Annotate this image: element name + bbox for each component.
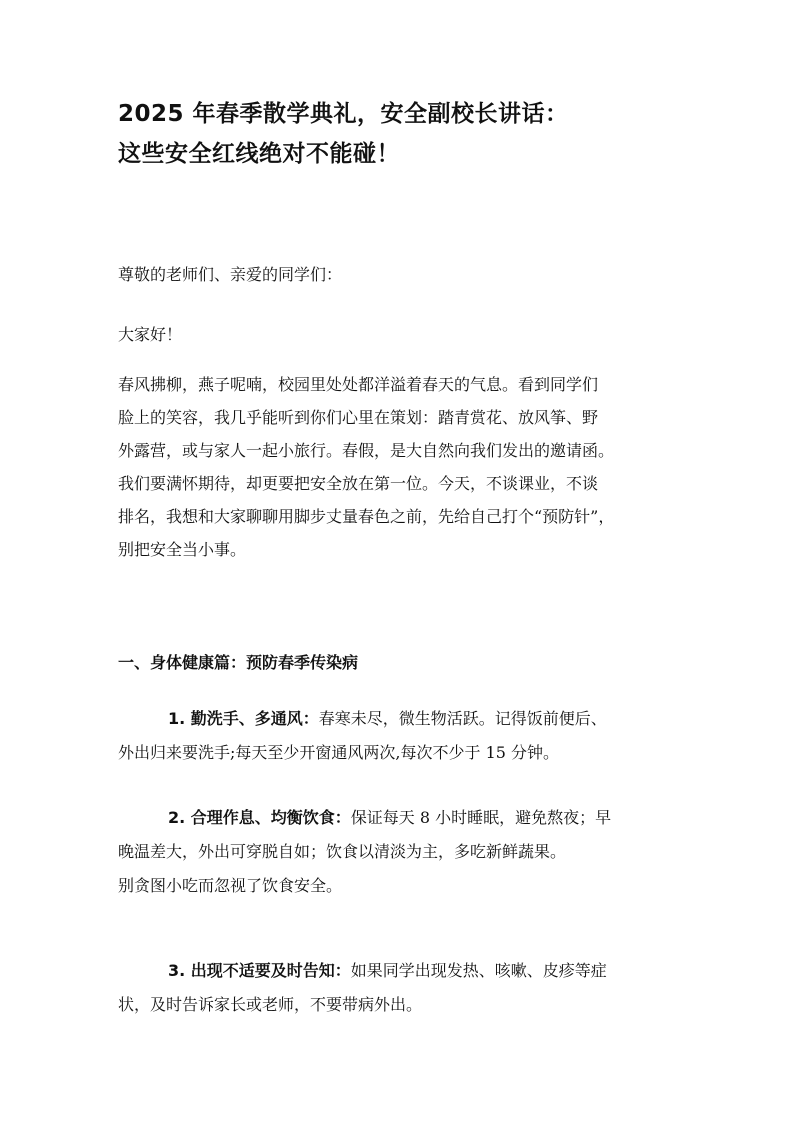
item-text: 春寒未尽，微生物活跃。记得饭前便后、 bbox=[318, 709, 607, 728]
list-item bbox=[118, 702, 678, 770]
intro-line: 排名，我想和大家聊聊用脚步丈量春色之前，先给自己打个“预防针”， bbox=[118, 507, 615, 526]
title-line-1: 2025 年春季散学典礼，安全副校长讲话： bbox=[118, 101, 569, 127]
intro-line: 脸上的笑容，我几乎能听到你们心里在策划：踏青赏花、放风筝、野 bbox=[118, 408, 599, 427]
item-line: 状，及时告诉家长或老师，不要带病外出。 bbox=[118, 995, 423, 1014]
item-first-line bbox=[118, 702, 678, 736]
list-item bbox=[118, 954, 678, 1022]
item-text: 如果同学出现发热、咳嗽、皮疹等症 bbox=[350, 961, 607, 980]
intro-paragraph bbox=[118, 368, 678, 566]
intro-line: 我们要满怀期待，却更要把安全放在第一位。今天，不谈课业，不谈 bbox=[118, 474, 599, 493]
document-title bbox=[118, 94, 698, 174]
item-first-line bbox=[118, 801, 678, 835]
item-line: 晚温差大，外出可穿脱自如；饮食以清淡为主，多吃新鲜蔬果。 bbox=[118, 842, 567, 861]
intro-line: 春风拂柳，燕子呢喃，校园里处处都洋溢着春天的气息。看到同学们 bbox=[118, 375, 599, 394]
section-heading: 一、身体健康篇：预防春季传染病 bbox=[118, 653, 359, 672]
item-lead: 2. 合理作息、均衡饮食： bbox=[168, 808, 351, 827]
intro-line: 外露营，或与家人一起小旅行。春假，是大自然向我们发出的邀请函。 bbox=[118, 441, 615, 460]
item-first-line bbox=[118, 954, 678, 988]
intro-line: 别把安全当小事。 bbox=[118, 540, 247, 559]
item-line: 外出归来要洗手;每天至少开窗通风两次,每次不少于 15 分钟。 bbox=[118, 743, 560, 762]
item-lead: 1. 勤洗手、多通风： bbox=[168, 709, 319, 728]
item-lead: 3. 出现不适要及时告知： bbox=[168, 961, 351, 980]
title-line-2: 这些安全红线绝对不能碰！ bbox=[118, 141, 400, 167]
list-item bbox=[118, 801, 678, 903]
item-text: 保证每天 8 小时睡眠，避免熬夜；早 bbox=[350, 808, 612, 827]
item-line: 别贪图小吃而忽视了饮食安全。 bbox=[118, 876, 343, 895]
salutation: 尊敬的老师们、亲爱的同学们： bbox=[118, 265, 343, 284]
greeting: 大家好！ bbox=[118, 325, 183, 344]
